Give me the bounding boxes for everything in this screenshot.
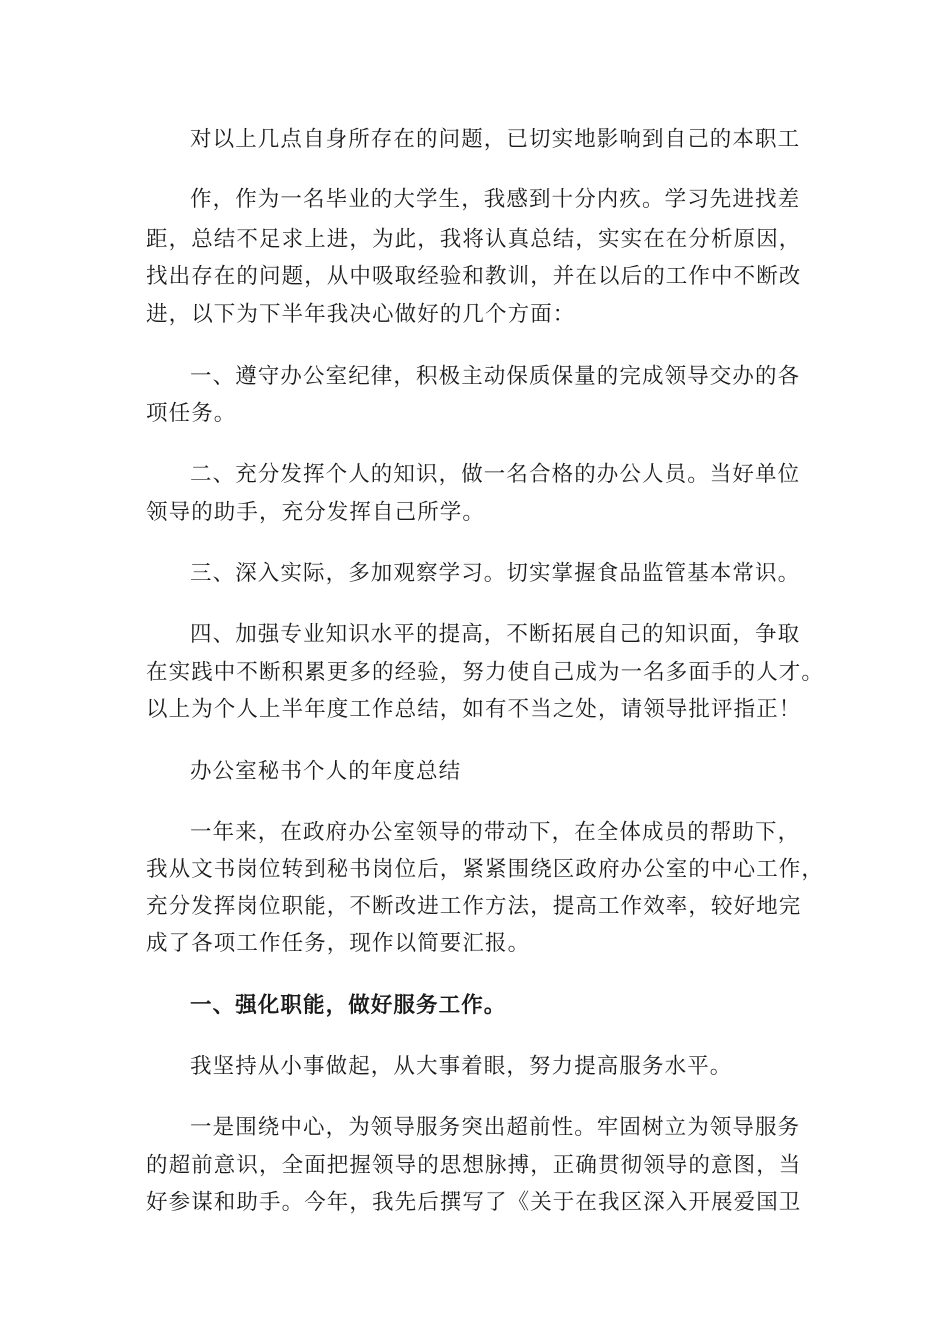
list-item-3: 三、深入实际，多加观察学习。切实掌握食品监管基本常识。 (190, 561, 801, 586)
list-item-4-line-3: 以上为个人上半年度工作总结，如有不当之处，请领导批评指正！ (146, 697, 802, 722)
point-1-line-1: 一是围绕中心，为领导服务突出超前性。牢固树立为领导服务 (190, 1115, 801, 1140)
intro-paragraph-line-4: 成了各项工作任务，现作以简要汇报。 (146, 931, 531, 956)
paragraph-1-line-1: 对以上几点自身所存在的问题，已切实地影响到自己的本职工 (190, 127, 801, 152)
list-item-2-line-1: 二、充分发挥个人的知识，做一名合格的办公人员。当好单位 (190, 462, 801, 487)
section-title: 办公室秘书个人的年度总结 (190, 759, 462, 784)
intro-paragraph-line-1: 一年来，在政府办公室领导的带动下，在全体成员的帮助下， (190, 820, 801, 845)
intro-paragraph-line-3: 充分发挥岗位职能，不断改进工作方法，提高工作效率，较好地完 (146, 894, 802, 919)
point-1-line-2: 的超前意识，全面把握领导的思想脉搏，正确贯彻领导的意图，当 (146, 1153, 802, 1178)
list-item-2-line-2: 领导的助手，充分发挥自己所学。 (146, 500, 486, 525)
subheading-1: 一、强化职能，做好服务工作。 (190, 993, 507, 1018)
point-1-line-3: 好参谋和助手。今年，我先后撰写了《关于在我区深入开展爱国卫 (146, 1190, 802, 1215)
list-item-4-line-2: 在实践中不断积累更多的经验，努力使自己成为一名多面手的人才。 (146, 660, 825, 685)
paragraph-2-line-4: 进，以下为下半年我决心做好的几个方面： (146, 302, 576, 327)
list-item-1-line-2: 项任务。 (146, 401, 237, 426)
intro-paragraph-line-2: 我从文书岗位转到秘书岗位后，紧紧围绕区政府办公室的中心工作， (146, 857, 825, 882)
list-item-4-line-1: 四、加强专业知识水平的提高，不断拓展自己的知识面，争取 (190, 622, 801, 647)
paragraph-2-line-2: 距，总结不足求上进，为此，我将认真总结，实实在在分析原因， (146, 227, 802, 252)
paragraph-2-line-3: 找出存在的问题，从中吸取经验和教训，并在以后的工作中不断改 (146, 264, 802, 289)
paragraph-2-line-1: 作，作为一名毕业的大学生，我感到十分内疚。学习先进找差 (190, 187, 801, 212)
subheading-1-summary: 我坚持从小事做起，从大事着眼，努力提高服务水平。 (190, 1054, 733, 1079)
list-item-1-line-1: 一、遵守办公室纪律，积极主动保质保量的完成领导交办的各 (190, 364, 801, 389)
